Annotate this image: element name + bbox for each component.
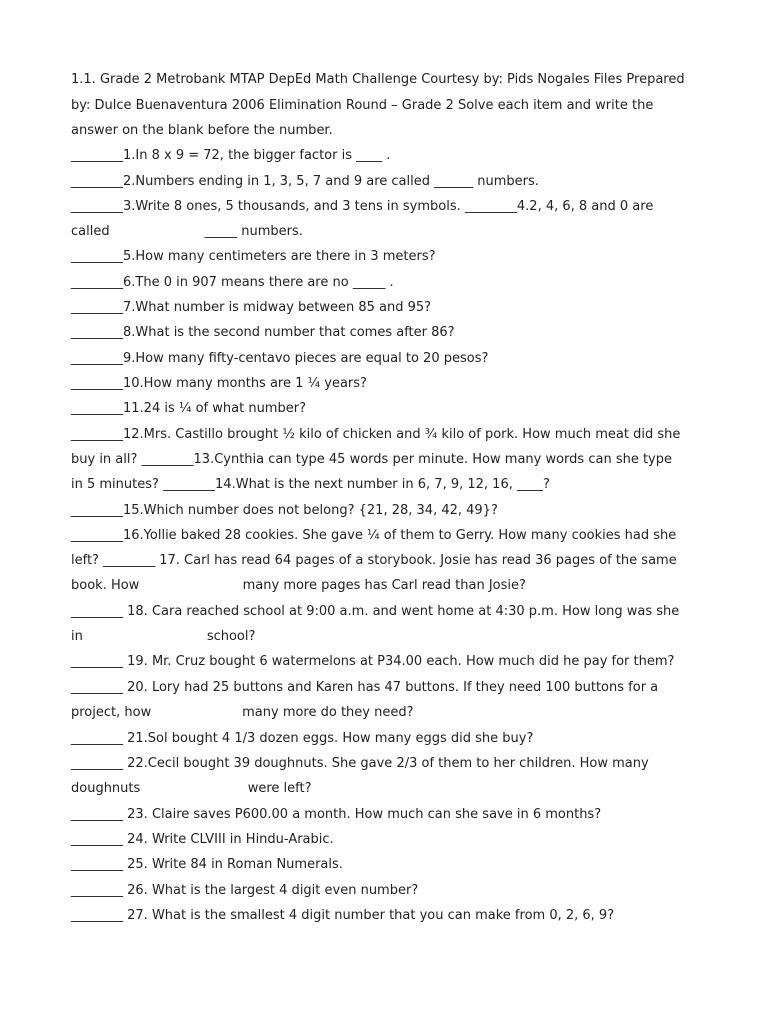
- question-line: ________ 24. Write CLVIII in Hindu-Arabic.: [71, 832, 334, 847]
- question-line: ________12.Mrs. Castillo brought ½ kilo of chicken and ¾ kilo of pork. How much meat did she: [71, 427, 681, 442]
- question-line: ________ 22.Cecil bought 39 doughnuts. She gave 2/3 of them to her children. How many: [71, 756, 649, 771]
- question-line: ________1.In 8 x 9 = 72, the bigger factor is ____ .: [71, 148, 391, 163]
- question-line: ________9.How many fifty-centavo pieces are equal to 20 pesos?: [71, 351, 489, 366]
- question-line: ________11.24 is ¼ of what number?: [71, 401, 306, 416]
- question-line: ________3.Write 8 ones, 5 thousands, and 3 tens in symbols. ________4.2, 4, 6, 8 and 0 are: [71, 199, 654, 214]
- question-line: left? ________ 17. Carl has read 64 pages of a storybook. Josie has read 36 pages of the same: [71, 553, 677, 568]
- question-line: ________ 27. What is the smallest 4 digit number that you can make from 0, 2, 6, 9?: [71, 908, 615, 923]
- question-line: ________ 19. Mr. Cruz bought 6 watermelons at P34.00 each. How much did he pay for them?: [71, 654, 675, 669]
- question-line: ________ 26. What is the largest 4 digit even number?: [71, 883, 419, 898]
- question-line: called _____ numbers.: [71, 224, 303, 239]
- question-line: ________15.Which number does not belong? {21, 28, 34, 42, 49}?: [71, 503, 498, 518]
- question-line: ________ 20. Lory had 25 buttons and Karen has 47 buttons. If they need 100 buttons for a: [71, 680, 659, 695]
- question-line: ________2.Numbers ending in 1, 3, 5, 7 and 9 are called ______ numbers.: [71, 174, 539, 189]
- question-line: ________ 25. Write 84 in Roman Numerals.: [71, 857, 343, 872]
- question-line: ________ 21.Sol bought 4 1/3 dozen eggs. How many eggs did she buy?: [71, 731, 534, 746]
- question-line: in 5 minutes? ________14.What is the next number in 6, 7, 9, 12, 16, ____?: [71, 477, 550, 492]
- question-line: ________16.Yollie baked 28 cookies. She gave ¼ of them to Gerry. How many cookies had she: [71, 528, 677, 543]
- question-line: ________7.What number is midway between 85 and 95?: [71, 300, 432, 315]
- intro-line-3: answer on the blank before the number.: [71, 123, 333, 138]
- question-line: ________ 23. Claire saves P600.00 a month. How much can she save in 6 months?: [71, 807, 602, 822]
- question-line: buy in all? ________13.Cynthia can type 45 words per minute. How many words can she type: [71, 452, 673, 467]
- question-line: in school?: [71, 629, 256, 644]
- question-line: ________10.How many months are 1 ¼ years?: [71, 376, 367, 391]
- question-line: ________5.How many centimeters are there in 3 meters?: [71, 249, 436, 264]
- question-line: ________8.What is the second number that comes after 86?: [71, 325, 455, 340]
- question-line: project, how many more do they need?: [71, 705, 414, 720]
- question-line: ________ 18. Cara reached school at 9:00 a.m. and went home at 4:30 p.m. How long was she: [71, 604, 680, 619]
- question-line: ________6.The 0 in 907 means there are no _____ .: [71, 275, 394, 290]
- question-line: book. How many more pages has Carl read than Josie?: [71, 578, 526, 593]
- intro-line-1: 1.1. Grade 2 Metrobank MTAP DepEd Math Challenge Courtesy by: Pids Nogales Files Prepared: [71, 72, 685, 87]
- intro-line-2: by: Dulce Buenaventura 2006 Elimination Round – Grade 2 Solve each item and write the: [71, 98, 654, 113]
- question-line: doughnuts were left?: [71, 781, 312, 796]
